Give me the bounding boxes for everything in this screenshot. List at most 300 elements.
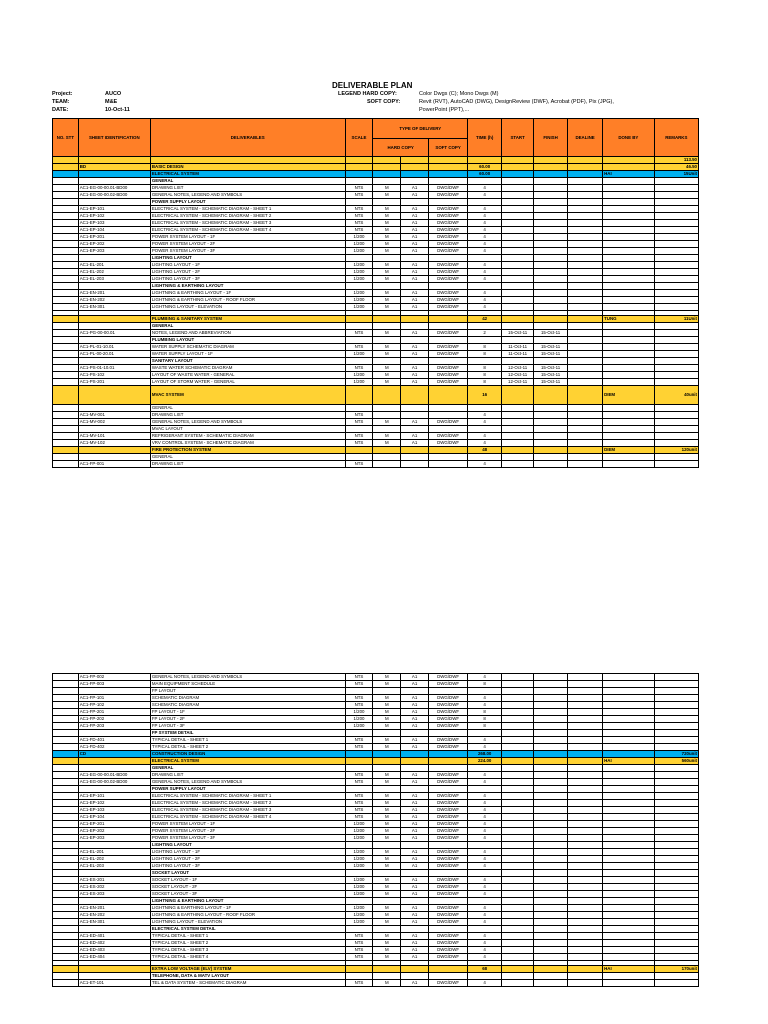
cell-scale: 1/200	[345, 912, 373, 919]
cell-deadline	[568, 702, 603, 709]
cell-finish	[534, 304, 568, 311]
cell-deliverable: EXTRA LOW VOLTAGE (ELV) SYSTEM	[150, 966, 345, 973]
cell-deadline	[568, 330, 603, 337]
cell-finish	[534, 276, 568, 283]
cell-finish	[534, 973, 568, 980]
table-row	[53, 185, 699, 192]
cell-sheet-id: AC1-ED-404	[78, 954, 150, 961]
cell-done-by	[603, 330, 655, 337]
cell-scale	[345, 316, 373, 323]
cell-done-by	[603, 786, 655, 793]
cell-deadline	[568, 688, 603, 695]
cell-no	[53, 716, 79, 723]
table-row	[53, 884, 699, 891]
cell-start: 12-Oct-11	[502, 379, 534, 386]
cell-soft-copy: DWG/DWF	[429, 351, 468, 358]
cell-deliverable: PLUMBING LAYOUT	[150, 337, 345, 344]
cell-time: 4	[468, 290, 502, 297]
cell-no	[53, 947, 79, 954]
cell-done-by	[603, 926, 655, 933]
cell-finish	[534, 234, 568, 241]
cell-hard-copy: M	[373, 828, 401, 835]
cell-deliverable: POWER SYSTEM LAYOUT - 2F	[150, 241, 345, 248]
cell-done-by	[603, 842, 655, 849]
cell-soft-copy	[429, 171, 468, 178]
cell-remarks	[654, 440, 698, 447]
cell-hard-copy: M	[373, 800, 401, 807]
cell-no	[53, 966, 79, 973]
cell-sheet-id: AC1-MV-001	[78, 412, 150, 419]
cell-scale: NTS	[345, 419, 373, 426]
cell-soft-copy: DWG/DWF	[429, 828, 468, 835]
cell-done-by	[603, 283, 655, 290]
cell-start	[502, 898, 534, 905]
cell-scale: NTS	[345, 365, 373, 372]
cell-deliverable: MVAC SYSTEM	[150, 386, 345, 405]
cell-remarks	[654, 206, 698, 213]
cell-no	[53, 192, 79, 199]
cell-done-by	[603, 164, 655, 171]
legend-values	[419, 90, 614, 114]
cell-remarks: 40unit	[654, 386, 698, 405]
cell-start	[502, 877, 534, 884]
cell-deadline	[568, 905, 603, 912]
cell-paper-size: A1	[401, 940, 429, 947]
cell-start	[502, 290, 534, 297]
cell-sheet-id	[78, 358, 150, 365]
cell-start	[502, 192, 534, 199]
cell-scale: NTS	[345, 947, 373, 954]
cell-soft-copy: DWG/DWF	[429, 807, 468, 814]
cell-deadline	[568, 891, 603, 898]
cell-sheet-id: AC1-EG-00-00.02-BD00	[78, 779, 150, 786]
cell-soft-copy	[429, 426, 468, 433]
cell-hard-copy: M	[373, 919, 401, 926]
cell-paper-size: A1	[401, 800, 429, 807]
cell-deliverable: GENERAL NOTES, LEGEND AND SYMBOLS	[150, 674, 345, 681]
cell-finish: 15-Oct-11	[534, 365, 568, 372]
cell-time: 4	[468, 807, 502, 814]
cell-sheet-id: AC1-PL-01-10.01	[78, 344, 150, 351]
cell-scale: NTS	[345, 461, 373, 468]
cell-done-by	[603, 412, 655, 419]
cell-scale: NTS	[345, 344, 373, 351]
cell-deadline	[568, 178, 603, 185]
cell-time: 4	[468, 433, 502, 440]
cell-deadline	[568, 454, 603, 461]
cell-finish	[534, 290, 568, 297]
cell-paper-size: A1	[401, 849, 429, 856]
cell-time: 4	[468, 702, 502, 709]
cell-hard-copy	[373, 447, 401, 454]
cell-no	[53, 877, 79, 884]
cell-finish	[534, 164, 568, 171]
cell-time: 16	[468, 386, 502, 405]
table-row	[53, 947, 699, 954]
cell-paper-size: A1	[401, 440, 429, 447]
cell-hard-copy	[373, 255, 401, 262]
table-row	[53, 220, 699, 227]
cell-no	[53, 849, 79, 856]
cell-time: 4	[468, 947, 502, 954]
cell-deadline	[568, 793, 603, 800]
cell-no	[53, 262, 79, 269]
cell-sheet-id	[78, 786, 150, 793]
cell-hard-copy: M	[373, 980, 401, 987]
table-row	[53, 365, 699, 372]
cell-start	[502, 870, 534, 877]
cell-paper-size: A1	[401, 213, 429, 220]
cell-scale: NTS	[345, 433, 373, 440]
cell-paper-size: A1	[401, 290, 429, 297]
cell-sheet-id: BD	[78, 164, 150, 171]
cell-start: 15-Oct-11	[502, 330, 534, 337]
cell-scale	[345, 751, 373, 758]
cell-done-by: HAI	[603, 966, 655, 973]
cell-deadline	[568, 419, 603, 426]
cell-done-by	[603, 716, 655, 723]
cell-deadline	[568, 405, 603, 412]
cell-done-by	[603, 440, 655, 447]
cell-start	[502, 440, 534, 447]
cell-deadline	[568, 926, 603, 933]
cell-deadline	[568, 723, 603, 730]
table-row-sub	[53, 255, 699, 262]
cell-finish: 15-Oct-11	[534, 330, 568, 337]
cell-sheet-id: AC1-MV-101	[78, 433, 150, 440]
cell-start	[502, 730, 534, 737]
table-row-sub	[53, 926, 699, 933]
cell-hard-copy: M	[373, 779, 401, 786]
cell-start	[502, 905, 534, 912]
cell-deadline	[568, 758, 603, 765]
cell-soft-copy: DWG/DWF	[429, 379, 468, 386]
table-row	[53, 856, 699, 863]
cell-finish	[534, 688, 568, 695]
table-row	[53, 681, 699, 688]
cell-no	[53, 323, 79, 330]
cell-done-by	[603, 351, 655, 358]
cell-sheet-id: AC1-MV-102	[78, 440, 150, 447]
cell-done-by	[603, 323, 655, 330]
cell-remarks: 46.50	[654, 164, 698, 171]
cell-hard-copy: M	[373, 702, 401, 709]
cell-soft-copy: DWG/DWF	[429, 905, 468, 912]
cell-remarks	[654, 248, 698, 255]
cell-finish	[534, 185, 568, 192]
cell-soft-copy	[429, 164, 468, 171]
cell-deliverable: TYPICAL DETAIL - SHEET 4	[150, 954, 345, 961]
table-row	[53, 674, 699, 681]
cell-deadline	[568, 269, 603, 276]
cell-remarks	[654, 344, 698, 351]
cell-time: 68	[468, 966, 502, 973]
table-row-sub	[53, 283, 699, 290]
cell-done-by	[603, 912, 655, 919]
cell-start	[502, 716, 534, 723]
cell-sheet-id	[78, 454, 150, 461]
cell-hard-copy	[373, 730, 401, 737]
cell-remarks	[654, 337, 698, 344]
table-row	[53, 807, 699, 814]
cell-deadline	[568, 171, 603, 178]
cell-time: 4	[468, 304, 502, 311]
date-label: DATE:	[52, 107, 69, 113]
cell-start	[502, 433, 534, 440]
cell-deliverable: SOCKET LAYOUT - 2F	[150, 884, 345, 891]
cell-hard-copy: M	[373, 737, 401, 744]
cell-start: 12-Oct-11	[502, 365, 534, 372]
cell-remarks	[654, 262, 698, 269]
table-row-yeltall	[53, 386, 699, 405]
cell-scale	[345, 842, 373, 849]
cell-scale	[345, 157, 373, 164]
cell-soft-copy: DWG/DWF	[429, 933, 468, 940]
cell-scale: 1/200	[345, 248, 373, 255]
cell-sheet-id: AC1-EP-104	[78, 814, 150, 821]
cell-remarks	[654, 821, 698, 828]
cell-hard-copy	[373, 283, 401, 290]
cell-remarks	[654, 919, 698, 926]
table-row-plain	[53, 405, 699, 412]
cell-remarks	[654, 737, 698, 744]
table-row-sub	[53, 765, 699, 772]
cell-soft-copy	[429, 688, 468, 695]
cell-finish	[534, 905, 568, 912]
cell-remarks	[654, 800, 698, 807]
cell-scale: NTS	[345, 192, 373, 199]
header-scale: SCALE	[345, 119, 373, 157]
cell-finish	[534, 695, 568, 702]
cell-time: 4	[468, 412, 502, 419]
cell-soft-copy	[429, 386, 468, 405]
cell-done-by	[603, 241, 655, 248]
cell-hard-copy: M	[373, 912, 401, 919]
cell-finish	[534, 178, 568, 185]
cell-scale: 1/200	[345, 304, 373, 311]
cell-hard-copy: M	[373, 709, 401, 716]
table-row-sub	[53, 730, 699, 737]
cell-deliverable: SOCKET LAYOUT	[150, 870, 345, 877]
cell-remarks	[654, 419, 698, 426]
cell-paper-size	[401, 688, 429, 695]
cell-time: 60.00	[468, 171, 502, 178]
table-row	[53, 702, 699, 709]
cell-remarks	[654, 702, 698, 709]
header-type: TYPE OF DELIVERY	[373, 119, 468, 139]
cell-finish	[534, 884, 568, 891]
cell-hard-copy	[373, 337, 401, 344]
cell-time: 4	[468, 269, 502, 276]
cell-start	[502, 821, 534, 828]
cell-done-by	[603, 365, 655, 372]
cell-done-by	[603, 793, 655, 800]
cell-hard-copy	[373, 164, 401, 171]
cell-time: 4	[468, 905, 502, 912]
cell-hard-copy: M	[373, 954, 401, 961]
cell-soft-copy: DWG/DWF	[429, 297, 468, 304]
cell-scale: NTS	[345, 980, 373, 987]
cell-deliverable: POWER SUPPLY LAYOUT	[150, 199, 345, 206]
table-row-yel	[53, 758, 699, 765]
cell-soft-copy: DWG/DWF	[429, 206, 468, 213]
cell-done-by: DIEM	[603, 447, 655, 454]
cell-deadline	[568, 192, 603, 199]
cell-time: 4	[468, 419, 502, 426]
cell-paper-size	[401, 157, 429, 164]
cell-hard-copy	[373, 751, 401, 758]
cell-soft-copy	[429, 323, 468, 330]
cell-sheet-id: AC1-EP-203	[78, 835, 150, 842]
cell-hard-copy	[373, 765, 401, 772]
cell-hard-copy	[373, 386, 401, 405]
cell-deadline	[568, 157, 603, 164]
cell-paper-size: A1	[401, 234, 429, 241]
cell-soft-copy: DWG/DWF	[429, 433, 468, 440]
cell-time	[468, 283, 502, 290]
cell-finish	[534, 433, 568, 440]
cell-paper-size: A1	[401, 947, 429, 954]
cell-paper-size: A1	[401, 248, 429, 255]
cell-time: 224.00	[468, 758, 502, 765]
cell-paper-size: A1	[401, 276, 429, 283]
cell-scale: 1/200	[345, 716, 373, 723]
cell-paper-size: A1	[401, 674, 429, 681]
cell-start	[502, 919, 534, 926]
cell-time: 4	[468, 440, 502, 447]
cell-paper-size: A1	[401, 821, 429, 828]
cell-deadline	[568, 337, 603, 344]
table-row-yel	[53, 316, 699, 323]
cell-deadline	[568, 709, 603, 716]
cell-scale	[345, 426, 373, 433]
cell-time	[468, 765, 502, 772]
cell-deliverable: FIRE PROTECTION SYSTEM	[150, 447, 345, 454]
cell-paper-size: A1	[401, 192, 429, 199]
cell-start	[502, 723, 534, 730]
cell-remarks	[654, 185, 698, 192]
cell-time: 4	[468, 220, 502, 227]
cell-time: 8	[468, 351, 502, 358]
cell-deliverable: MAIN EQUIPMENT SCHEDULE	[150, 681, 345, 688]
cell-finish	[534, 898, 568, 905]
cell-scale: NTS	[345, 744, 373, 751]
cell-paper-size	[401, 786, 429, 793]
cell-remarks	[654, 828, 698, 835]
cell-no	[53, 290, 79, 297]
cell-start	[502, 980, 534, 987]
cell-finish	[534, 269, 568, 276]
cell-done-by	[603, 702, 655, 709]
cell-no	[53, 213, 79, 220]
cell-hard-copy: M	[373, 744, 401, 751]
cell-deliverable: LIGHTNING & EARTHING LAYOUT - 1F	[150, 290, 345, 297]
table-row-sub	[53, 870, 699, 877]
cell-sheet-id: AC1-EP-203	[78, 248, 150, 255]
cell-no	[53, 185, 79, 192]
cell-no	[53, 695, 79, 702]
table-row	[53, 241, 699, 248]
cell-done-by	[603, 220, 655, 227]
cell-scale: NTS	[345, 779, 373, 786]
cell-start	[502, 709, 534, 716]
cell-scale	[345, 386, 373, 405]
cell-time: 48	[468, 447, 502, 454]
cell-start	[502, 304, 534, 311]
cell-deadline	[568, 213, 603, 220]
cell-deliverable: DRAWING LIST	[150, 461, 345, 468]
cell-soft-copy: DWG/DWF	[429, 227, 468, 234]
cell-done-by	[603, 814, 655, 821]
cell-deadline	[568, 365, 603, 372]
header-done-by: DONE BY	[603, 119, 655, 157]
cell-paper-size	[401, 199, 429, 206]
cell-time: 4	[468, 933, 502, 940]
project-info	[52, 90, 72, 114]
cell-done-by	[603, 980, 655, 987]
cell-deadline	[568, 674, 603, 681]
cell-finish	[534, 723, 568, 730]
cell-scale: NTS	[345, 220, 373, 227]
cell-finish	[534, 316, 568, 323]
cell-deadline	[568, 379, 603, 386]
cell-deadline	[568, 447, 603, 454]
cell-time: 4	[468, 954, 502, 961]
cell-finish	[534, 262, 568, 269]
cell-scale: NTS	[345, 737, 373, 744]
cell-soft-copy: DWG/DWF	[429, 419, 468, 426]
cell-hard-copy: M	[373, 192, 401, 199]
header-deliverables: DELIVERABLES	[150, 119, 345, 157]
cell-paper-size	[401, 454, 429, 461]
cell-hard-copy: M	[373, 185, 401, 192]
cell-deliverable: NOTES, LEGEND AND ABBREVIATION	[150, 330, 345, 337]
cell-remarks	[654, 412, 698, 419]
cell-finish: 15-Oct-11	[534, 344, 568, 351]
cell-sheet-id: AC1-FP-201	[78, 709, 150, 716]
cell-soft-copy: DWG/DWF	[429, 793, 468, 800]
cell-scale: NTS	[345, 954, 373, 961]
header-hard-copy: HARD COPY	[373, 139, 429, 157]
cell-soft-copy: DWG/DWF	[429, 940, 468, 947]
cell-remarks	[654, 926, 698, 933]
cell-scale: 1/200	[345, 891, 373, 898]
cell-time: 4	[468, 919, 502, 926]
cell-deliverable: TEL & DATA SYSTEM - SCHEMATIC DIAGRAM	[150, 980, 345, 987]
cell-finish	[534, 716, 568, 723]
date-value: 10-Oct-11	[105, 107, 130, 113]
cell-finish	[534, 297, 568, 304]
cell-time: 60.00	[468, 164, 502, 171]
cell-finish	[534, 877, 568, 884]
cell-soft-copy: DWG/DWF	[429, 192, 468, 199]
cell-no	[53, 358, 79, 365]
cell-done-by	[603, 695, 655, 702]
cell-time	[468, 730, 502, 737]
cell-scale	[345, 164, 373, 171]
cell-finish	[534, 870, 568, 877]
cell-sheet-id: AC1-EG-00-00.01-BD00	[78, 185, 150, 192]
cell-scale	[345, 765, 373, 772]
cell-scale: 1/200	[345, 241, 373, 248]
cell-sheet-id	[78, 255, 150, 262]
cell-paper-size	[401, 386, 429, 405]
cell-deliverable: GENERAL NOTES, LEGEND AND SYMBOLS	[150, 779, 345, 786]
cell-remarks	[654, 744, 698, 751]
cell-sheet-id	[78, 283, 150, 290]
cell-deliverable: GENERAL	[150, 454, 345, 461]
cell-no	[53, 241, 79, 248]
